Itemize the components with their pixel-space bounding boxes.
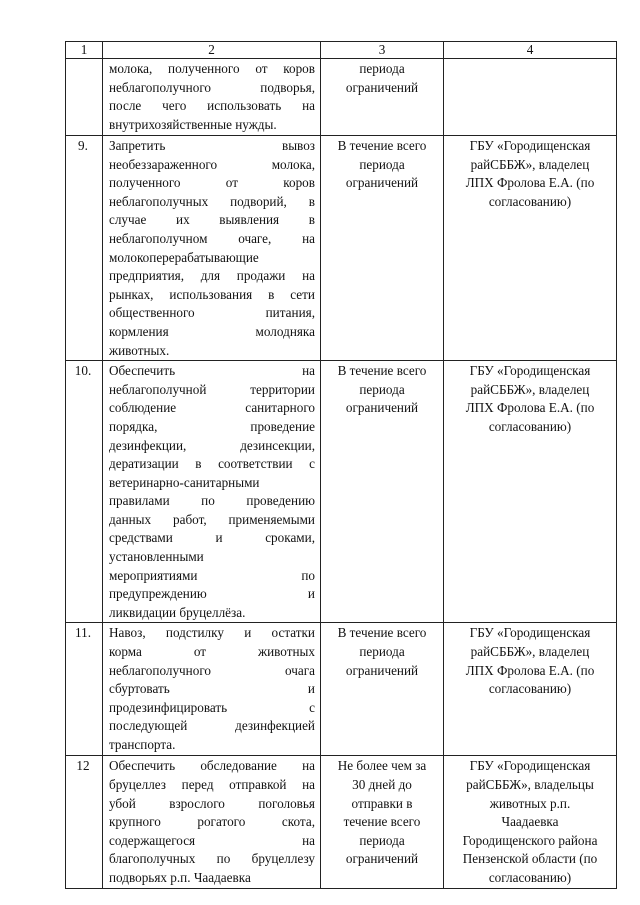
responsible-party-line: Городищенского района (462, 832, 598, 848)
measure-description-line: необеззараженного молока, (109, 156, 315, 172)
header-cell-2: 2 (103, 42, 321, 59)
execution-term-line: 30 дней до (352, 777, 412, 793)
header-cell-3: 3 (321, 42, 444, 59)
measure-description-line: правилами по проведению (109, 493, 315, 509)
measure-description-line: рынках, использования в сети (109, 286, 315, 302)
measure-description-line: убой взрослого поголовья (109, 795, 315, 811)
item-number-text: 12 (76, 758, 90, 774)
execution-term-line: ограничений (345, 662, 419, 678)
measure-description-line: мероприятиями по (109, 567, 315, 583)
measure-description (103, 59, 321, 136)
responsible-party (444, 756, 617, 888)
table-row (66, 361, 617, 623)
measure-description-line: подворьях р.п. Чаадаевка (109, 870, 251, 885)
responsible-party-line: ГБУ «Городищенская (469, 138, 591, 153)
execution-term (321, 136, 444, 361)
measure-description-line: порядка, проведение (109, 418, 315, 434)
measure-description-line: общественного питания, (109, 305, 315, 321)
item-number (66, 136, 103, 361)
measure-description-line: дератизации в соответствии с (109, 456, 315, 472)
execution-term (321, 756, 444, 888)
execution-term-line: В течение всего (337, 363, 427, 379)
measure-description-line: ликвидации бруцеллёза. (109, 604, 246, 620)
measure-description-line: последующей дезинфекцией (109, 718, 315, 734)
table-row (66, 756, 617, 888)
execution-term-line: периода (359, 61, 405, 76)
execution-term-line: ограничений (345, 851, 419, 867)
measure-description-line: животных. (109, 342, 170, 358)
responsible-party-line: райСББЖ», владелец (470, 644, 590, 660)
measure-description-line: молокоперерабатывающие (109, 249, 259, 265)
measure-description-line: данных работ, применяемыми (109, 511, 315, 527)
measure-description-line: полученного от коров (109, 175, 315, 191)
table-row (66, 136, 617, 361)
measure-description-line: средствами и сроками, (109, 530, 315, 546)
responsible-party-line: Чаадаевка (501, 814, 559, 830)
responsible-party-line: согласованию) (488, 870, 572, 885)
table-row (66, 59, 617, 136)
measure-description-line: бруцеллез перед отправкой на (109, 777, 315, 793)
item-number (66, 361, 103, 623)
measure-description-line: транспорта. (109, 737, 176, 752)
measure-description-line: продезинфицировать с (109, 699, 315, 715)
measure-description (103, 136, 321, 361)
measure-description (103, 623, 321, 756)
execution-term-line: Не более чем за (337, 758, 427, 774)
responsible-party-line: ЛПХ Фролова Е.А. (по (465, 662, 595, 678)
execution-term-line: периода (359, 832, 405, 848)
header-cell-4: 4 (444, 42, 617, 59)
measure-description-line: неблагополучном очаге, на (109, 230, 315, 246)
measure-description-line: неблагополучного подворья, (109, 79, 315, 95)
responsible-party (444, 623, 617, 756)
execution-term-line: В течение всего (337, 138, 427, 153)
measure-description (103, 361, 321, 623)
measure-description-line: кормления молодняка (109, 323, 315, 339)
measure-description-line: предупреждению и (109, 586, 315, 602)
measure-description-line: крупного рогатого скота, (109, 814, 315, 830)
measure-description-line: дезинфекции, дезинсекции, (109, 437, 315, 453)
execution-term (321, 59, 444, 136)
measure-description-line: Запретить вывоз (109, 138, 315, 153)
responsible-party-line: Пензенской области (по (462, 851, 598, 867)
execution-term-line: ограничений (345, 175, 419, 191)
measure-description-line: неблагополучных подворий, в (109, 193, 315, 209)
item-number (66, 59, 103, 136)
responsible-party-line: согласованию) (488, 418, 572, 434)
responsible-party-line: животных р.п. (489, 795, 571, 811)
item-number-text: 11. (75, 625, 91, 641)
responsible-party-line: ГБУ «Городищенская (469, 625, 591, 641)
measure-description-line: Обеспечить на (109, 363, 315, 379)
execution-term (321, 361, 444, 623)
header-row (66, 42, 617, 59)
responsible-party-line: райСББЖ», владельцы (466, 777, 594, 793)
measure-description-line: предприятия, для продажи на (109, 268, 315, 284)
measure-description-line: неблагополучной территории (109, 381, 315, 397)
execution-term-line: периода (359, 644, 405, 660)
responsible-party (444, 59, 617, 136)
measure-description-line: после чего использовать на (109, 98, 315, 114)
measure-description-line: соблюдение санитарного (109, 400, 315, 416)
responsible-party-line: ЛПХ Фролова Е.А. (по (465, 400, 595, 416)
responsible-party-line: ЛПХ Фролова Е.А. (по (465, 175, 595, 191)
table-row (66, 623, 617, 756)
measure-description-line: установленными (109, 549, 204, 565)
execution-term-line: В течение всего (337, 625, 427, 641)
item-number-text: 10. (74, 363, 92, 379)
responsible-party-line: согласованию) (488, 681, 572, 697)
measure-description-line: молока, полученного от коров (109, 61, 315, 76)
item-number (66, 623, 103, 756)
measures-table (65, 41, 617, 889)
responsible-party (444, 361, 617, 623)
measure-description-line: Обеспечить обследование на (109, 758, 315, 774)
responsible-party-line: ГБУ «Городищенская (469, 363, 591, 379)
responsible-party-line: райСББЖ», владелец (470, 156, 590, 172)
measure-description-line: корма от животных (109, 644, 315, 660)
measure-description-line: Навоз, подстилку и остатки (109, 625, 315, 641)
measure-description-line: сбуртовать и (109, 681, 315, 697)
measure-description-line: неблагополучного очага (109, 662, 315, 678)
measure-description-line: случае их выявления в (109, 212, 315, 228)
responsible-party (444, 136, 617, 361)
header-cell-1: 1 (66, 42, 103, 59)
responsible-party-line: райСББЖ», владелец (470, 381, 590, 397)
item-number-text: 9. (78, 138, 88, 153)
responsible-party-line: ГБУ «Городищенская (469, 758, 591, 774)
measure-description-line: содержащегося на (109, 832, 315, 848)
measure-description-line: внутрихозяйственные нужды. (109, 116, 277, 132)
execution-term-line: течение всего (343, 814, 421, 830)
measure-description-line: ветеринарно-санитарными (109, 474, 260, 490)
execution-term-line: ограничений (345, 400, 419, 416)
execution-term-line: периода (359, 156, 405, 172)
execution-term-line: периода (359, 381, 405, 397)
measure-description (103, 756, 321, 888)
responsible-party-line: согласованию) (488, 193, 572, 209)
execution-term-line: ограничений (345, 79, 419, 95)
measure-description-line: благополучных по бруцеллезу (109, 851, 315, 867)
execution-term-line: отправки в (351, 795, 413, 811)
item-number (66, 756, 103, 888)
execution-term (321, 623, 444, 756)
